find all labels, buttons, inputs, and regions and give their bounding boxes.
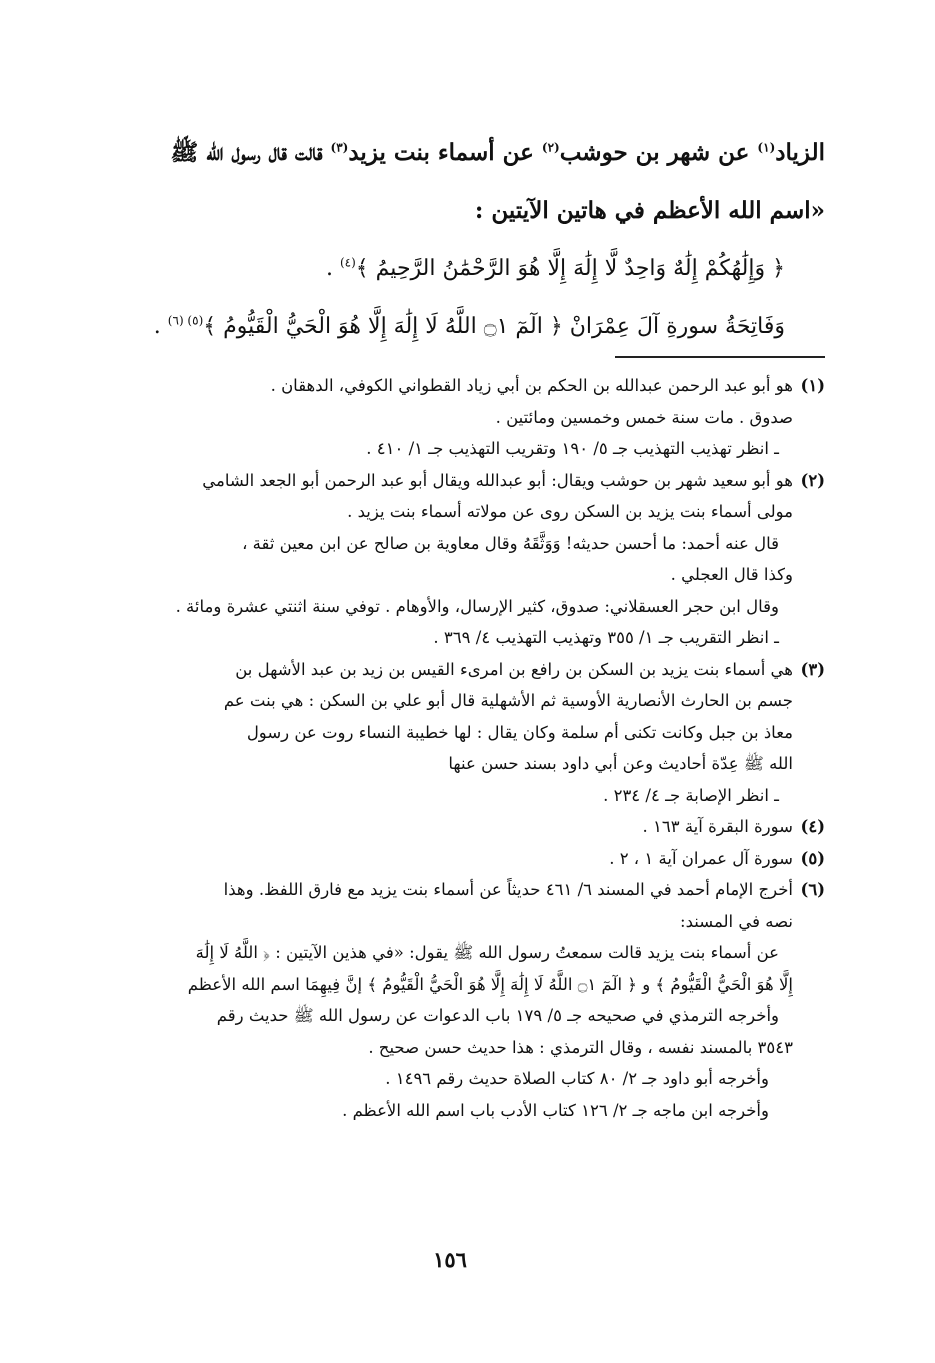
footnote-line: وأخرجه الترمذي في صحيحه جـ ٥/ ١٧٩ باب الدعوات عن رسول الله ﷺ حديث رقم xyxy=(216,1006,779,1025)
footnote-line: وأخرجه أبو داود جـ ٢/ ٨٠ كتاب الصلاة حديث رقم ١٤٩٦ . xyxy=(385,1069,769,1088)
footnote-number: (٦) xyxy=(800,880,825,899)
footnote-line: صدوق . مات سنة خمس وخمسين ومائتين . xyxy=(495,407,793,427)
footnote-line: ٣٥٤٣ بالمسند نفسه ، وقال الترمذي : هذا حديث حسن صحيح . xyxy=(368,1037,793,1057)
footnote-line: مولى أسماء بنت يزيد بن السكن روى عن مولاته أسماء بنت يزيد . xyxy=(347,502,793,521)
main-text xyxy=(75,124,825,356)
main-line-1: الزياد$^{(١)}$ عن شهر بن حوشب$^{(٢)}$ عن أسماء بنت يزيد$^{(٣)}$ قالت قال رسول الله ﷺ xyxy=(170,139,825,166)
footnote-ref-1[interactable]: (١) xyxy=(757,140,776,155)
footnote-5 xyxy=(75,843,825,875)
book-page xyxy=(75,0,825,1363)
footnote-line: الله ﷺ عِدّة أحاديث وعن أبي داود بسند حسن عنها xyxy=(448,754,793,773)
footnote-line: هي أسماء بنت يزيد بن السكن بن رافع بن امرىء القيس بن زيد بن عبد الأشهل بن xyxy=(235,659,793,679)
footnote-line: سورة آل عمران آية ١ ، ٢ . xyxy=(609,848,793,868)
footnote-number: (٢) xyxy=(800,470,825,490)
footnote-line: ـ انظر التقريب جـ ١/ ٣٥٥ وتهذيب التهذيب ٤/ ٣٦٩ . xyxy=(433,628,779,647)
footnote-number: (٣) xyxy=(800,659,825,679)
footnotes xyxy=(75,370,825,1126)
footnote-line: وقال ابن حجر العسقلاني: صدوق، كثير الإرسال، والأوهام . توفي سنة اثنتي عشرة ومائة . xyxy=(175,596,779,616)
footnote-ref-5-6[interactable]: (٥) (٦) xyxy=(167,313,204,328)
footnote-ref-3[interactable]: (٣) xyxy=(330,140,349,155)
verse-baqarah: ﴿ وَإِلَٰهُكُمْ إِلَٰهٌ وَاحِدٌ لَّا إِلَٰهَ إِلَّا هُوَ الرَّحْمَٰنُ الرَّحِيمُ ﴾$^{(٤)}$ . xyxy=(325,255,785,281)
footnote-line: عن أسماء بنت يزيد قالت سمعتُ رسول الله ﷺ يقول: «في هذين الآيتين : ﴿ اللَّهُ لَا إِلَٰهَ xyxy=(195,943,779,962)
footnote-line: قال عنه أحمد: ما أحسن حديثه! وَوَثَّقَهُ وقال معاوية بن صالح عن ابن معين ثقة ، xyxy=(242,533,779,553)
footnote-2 xyxy=(75,465,825,654)
page-number: ١٥٦ xyxy=(433,1247,467,1272)
footnote-line: أخرج الإمام أحمد في المسند ٦/ ٤٦١ حديثاً عن أسماء بنت يزيد مع فارق اللفظ. وهذا xyxy=(223,880,793,899)
footnote-number: (١) xyxy=(800,376,825,395)
footnote-line: سورة البقرة آية ١٦٣ . xyxy=(642,817,793,836)
footnote-4 xyxy=(75,811,825,843)
main-line-2: «اسم الله الأعظم في هاتين الآيتين : xyxy=(474,197,825,224)
footnote-3 xyxy=(75,654,825,812)
footnote-line: هو أبو عبد الرحمن عبدالله بن الحكم بن أبي زياد القطواني الكوفي، الدهقان . xyxy=(270,376,793,395)
footnote-line: وأخرجه ابن ماجه جـ ٢/ ١٢٦ كتاب الأدب باب اسم الله الأعظم . xyxy=(342,1100,769,1120)
footnote-1 xyxy=(75,370,825,465)
footnote-line: ـ انظر تهذيب التهذيب جـ ٥/ ١٩٠ وتقريب التهذيب جـ ١/ ٤١٠ . xyxy=(366,439,779,458)
footnote-line: معاذ بن جبل وكانت تكنى أم سلمة وكان يقال : لها خطيبة النساء روت عن رسول xyxy=(246,722,793,742)
footnote-line: هو أبو سعيد شهر بن حوشب ويقال: أبو عبدالله ويقال أبو عبد الرحمن أبو الجعد الشامي xyxy=(202,470,793,490)
footnote-line: إِلَّا هُوَ الْحَيُّ الْقَيُّومُ ﴾ و ﴿ الٓمٓ ۝١ اللَّهُ لَا إِلَٰهَ إِلَّا هُوَ الْحَيُّ الْقَيُّومُ ﴾ إنَّ فِيهِمَا اسم الله الأعظم xyxy=(187,974,793,994)
footnote-number: (٥) xyxy=(800,848,825,868)
footnote-number: (٤) xyxy=(800,817,825,836)
footnote-line: وكذا قال العجلي . xyxy=(670,565,793,584)
verse-al-imran: وَفَاتِحَةُ سورةِ آلَ عِمْرَانْ ﴿ الٓمٓ ۝١ اللَّهُ لَا إِلَٰهَ إِلَّا هُوَ الْحَيُّ الْقَيُّومُ ﴾$^{(٥) (٦)}$ . xyxy=(153,313,785,339)
footnote-ref-2[interactable]: (٢) xyxy=(541,140,560,155)
footnote-ref-4[interactable]: (٤) xyxy=(339,255,356,270)
footnote-6 xyxy=(75,874,825,1126)
footnote-separator xyxy=(615,356,825,358)
footnote-line: ـ انظر الإصابة جـ ٤/ ٢٣٤ . xyxy=(603,785,779,805)
footnote-line: جسم بن الحارث الأنصارية الأوسية ثم الأشهلية قال أبو علي بن السكن : هي بنت عم xyxy=(223,691,793,710)
footnote-line: نصه في المسند: xyxy=(680,911,793,931)
